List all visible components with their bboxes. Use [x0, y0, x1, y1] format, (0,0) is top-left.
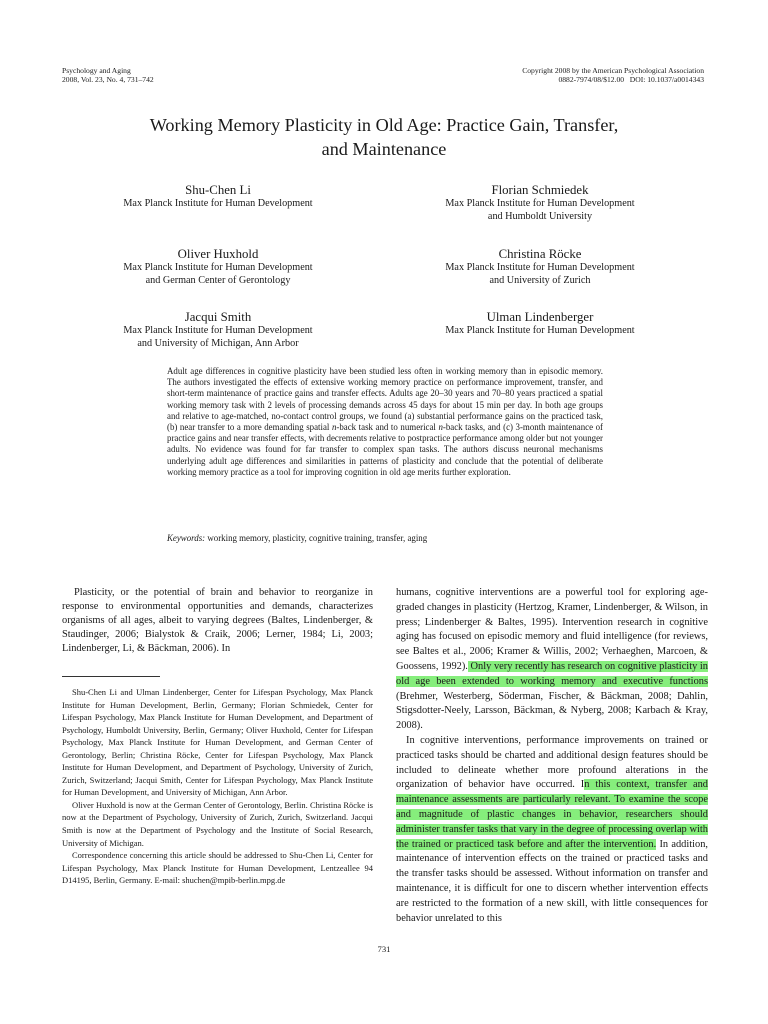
author-affiliation: and University of Zurich: [489, 274, 591, 286]
doi-text: 0882-7974/08/$12.00 DOI: 10.1037/a0014343: [558, 75, 704, 85]
abstract: [167, 366, 603, 478]
abstract-text: -back task and to numerical: [336, 422, 439, 433]
author-block: [68, 309, 368, 350]
journal-citation: 2008, Vol. 23, No. 4, 731–742: [62, 75, 154, 85]
body-paragraph: [396, 586, 708, 734]
author-affiliation: and University of Michigan, Ann Arbor: [137, 337, 299, 349]
author-block: [68, 246, 368, 287]
copyright-header: [522, 66, 704, 84]
left-column-body: [62, 586, 373, 656]
author-name: Jacqui Smith: [184, 310, 252, 324]
abstract-n-italic: n: [438, 422, 443, 433]
copyright-text: Copyright 2008 by the American Psychological Association: [522, 66, 704, 75]
author-affiliation: Max Planck Institute for Human Development: [123, 198, 313, 209]
footnote-paragraph: Correspondence concerning this article should be addressed to Shu-Chen Li, Center for Lifespan Psychology, Max Planck Institute for Human Development, Lentzeallee 94 D14195, Berlin, Germany. E-mail: shuchen@mpib-berlin.mpg.de: [62, 850, 373, 886]
author-affiliation: Max Planck Institute for Human Development: [445, 262, 635, 273]
keywords: [167, 533, 603, 544]
author-affiliation: and German Center of Gerontology: [145, 274, 291, 286]
author-affiliation: Max Planck Institute for Human Development: [445, 325, 635, 336]
author-name: Ulman Lindenberger: [486, 310, 594, 324]
highlighted-text[interactable]: Only very recently has research on cognitive plasticity in old age been extended to working memory and executive functions: [396, 660, 708, 687]
journal-name: Psychology and Aging: [62, 66, 131, 75]
body-text: (Brehmer, Westerberg, Söderman, Fischer, & Bäckman, 2008; Dahlin, Stigsdotter-Neely, Larsson, Bäckman, & Nyberg, 2008; Karbach & Kray, 2008).: [396, 690, 708, 732]
footnote-divider: [62, 676, 160, 677]
keywords-label: Keywords:: [167, 533, 206, 543]
footnote-paragraph: Oliver Huxhold is now at the German Center of Gerontology, Berlin. Christina Röcke is now at the Department of Psychology, University of Zurich, Zurich, Switzerland. Jacqui Smith is now at the Department of Psychology and the Institute of Social Research, University of Michigan.: [62, 799, 373, 848]
body-text: In addition, maintenance of intervention effects on the trained or practiced tasks and the transfer tasks should be assessed. Without information on transfer and maintenance, it is difficult for one to discern whether intervention effects are restricted to the formation of a new skill, with little consequences for behavior unrelated to this: [396, 838, 708, 924]
body-text: humans, cognitive interventions are a powerful tool for exploring age-graded changes in plasticity (Hertzog, Kramer, Lindenberger, & Wilson, in press; Lindenberger & Baltes, 1995). Intervention research in cognitive aging has focused on episodic memory and fluid intelligence (for reviews, see Baltes et al., 2006; Kramer & Willis, 2002; Verhaeghen, Marcoen, & Goossens, 1992).: [396, 587, 708, 672]
article-title: [90, 113, 678, 161]
footnote-paragraph: Shu-Chen Li and Ulman Lindenberger, Center for Lifespan Psychology, Max Planck Institute for Human Development, Berlin, Germany; Florian Schmiedek, Center for Lifespan Psychology, Max Planck Institute for Human Development, and Department of Psychology, Humboldt University, Berlin, Germany; Oliver Huxhold, Center for Lifespan Psychology, Max Planck Institute for Human Development, and German Center of Gerontology, Berlin; Christina Röcke, Center for Lifespan Psychology, Max Planck Institute for Human Development, and Department of Psychology, University of Zurich, Zurich, Switzerland; Jacqui Smith, Center for Lifespan Psychology, Max Planck Institute for Human Development, and University of Michigan, Ann Arbor.: [62, 687, 373, 798]
abstract-text: -back tasks, and (c) 3-month maintenance of practice gains and near transfer effects, with decrements relative to postpractice performance among older but not younger adults. No evidence was found for far transfer to complex span tasks. The authors discuss neuronal mechanisms underlying adult age differences and similarities in patterns of plasticity and conclude that the potential of deliberate working memory practice as a tool for improving cognition in old age merits further exploration.: [167, 422, 603, 477]
author-name: Christina Röcke: [498, 247, 582, 261]
title-line-1: Working Memory Plasticity in Old Age: Practice Gain, Transfer,: [149, 115, 619, 135]
author-name: Oliver Huxhold: [177, 247, 259, 261]
author-affiliation: Max Planck Institute for Human Development: [123, 325, 313, 336]
keywords-text: working memory, plasticity, cognitive training, transfer, aging: [205, 533, 428, 543]
author-block: [390, 246, 690, 287]
author-block: [390, 182, 690, 223]
body-paragraph: [396, 734, 708, 926]
highlighted-text[interactable]: n this context, transfer and maintenance assessments are particularly relevant. To examine the scope and magnitude of plastic changes in behavior, researchers should administer transfer tasks that vary in the degree of processing overlap with the trained or practiced task before and after the intervention.: [396, 779, 708, 850]
author-affiliation: Max Planck Institute for Human Development: [123, 262, 313, 273]
right-column-body: [396, 586, 708, 926]
author-affiliation: and Humboldt University: [487, 210, 593, 222]
author-note: [62, 686, 373, 887]
author-name: Shu-Chen Li: [185, 183, 251, 197]
body-paragraph: Plasticity, or the potential of brain and behavior to reorganize in response to environmental opportunities and demands, characterizes organisms of all ages, albeit to varying degrees (Baltes, Lindenberger, & Staudinger, 2006; Bialystok & Craik, 2006; Lerner, 1984; Li, 2003; Lindenberger, Li, & Bäckman, 2006). In: [62, 587, 373, 654]
page-number: 731: [377, 944, 391, 954]
author-block: [68, 182, 368, 211]
abstract-text: Adult age differences in cognitive plasticity have been studied less often in working memory than in episodic memory. The authors investigated the effects of extensive working memory practice on performance improvement, transfer, and short-term maintenance of practice gains and transfer effects. Adults age 20–30 years and 70–80 years practiced a spatial working memory task with 2 levels of processing demands across 45 days for about 15 min per day. In both age groups and relative to age-matched, no-contact control groups, we found (a) substantial performance gains on the practiced task, (b) near transfer to a more demanding spatial: [167, 366, 603, 433]
author-name: Florian Schmiedek: [491, 183, 589, 197]
body-text: In cognitive interventions, performance improvements on trained or practiced tasks should be charted and additional design features should be included to delineate whether more profound alterations in the organization of behavior have occurred. I: [396, 734, 708, 791]
journal-header: [62, 66, 154, 84]
author-affiliation: Max Planck Institute for Human Development: [445, 198, 635, 209]
abstract-n-italic: n: [331, 422, 337, 433]
author-block: [390, 309, 690, 338]
title-line-2: and Maintenance: [321, 139, 447, 159]
